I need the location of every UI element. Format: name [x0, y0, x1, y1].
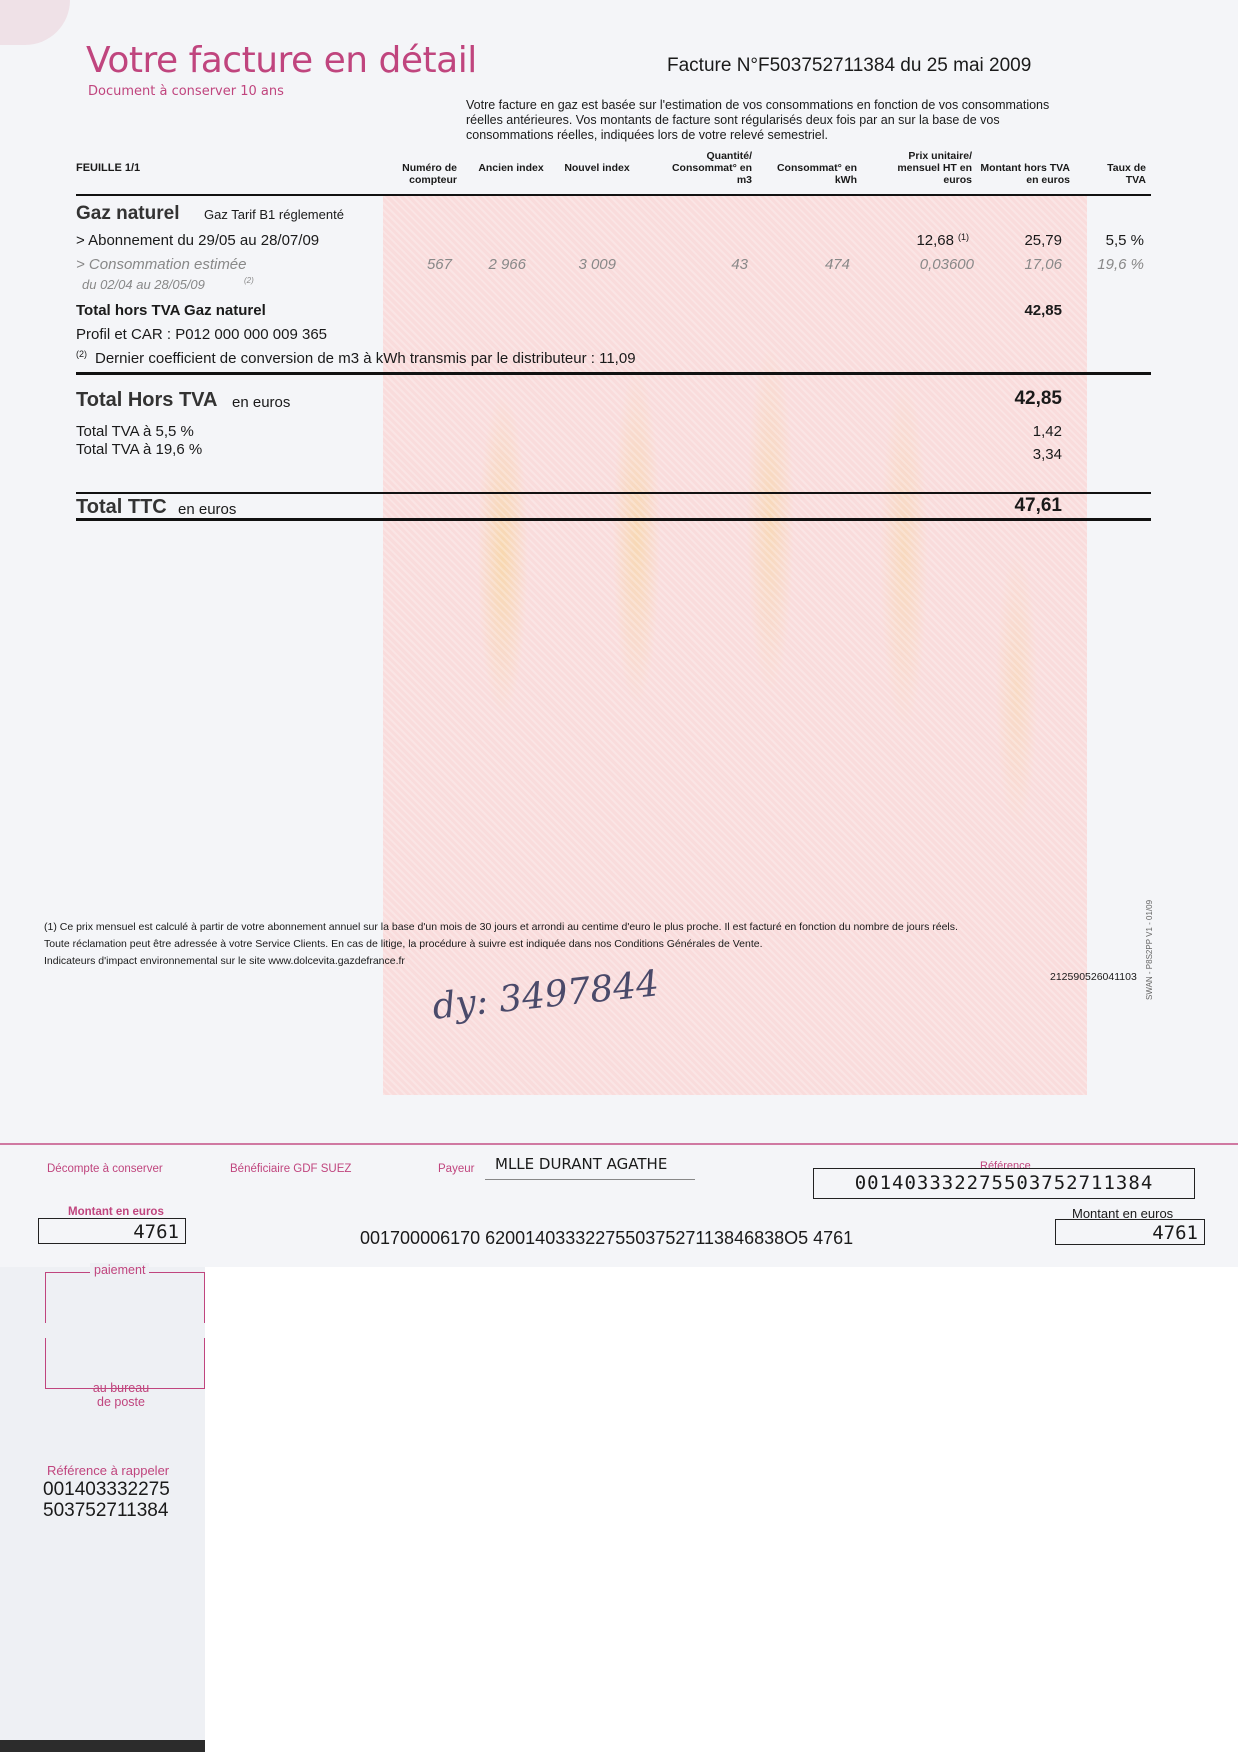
consommation-tva: 19,6 % — [1097, 256, 1144, 273]
section-tarif: Gaz Tarif B1 réglementé — [204, 207, 344, 222]
reference-box: 001403332275503752711384 — [813, 1168, 1195, 1199]
tva55-value: 1,42 — [1032, 423, 1062, 440]
payeur-name: MLLE DURANT AGATHE — [485, 1155, 695, 1180]
ttc-rule-bottom — [76, 518, 1151, 521]
col-ancien: Ancien index — [478, 162, 544, 174]
footnote-1: (1) Ce prix mensuel est calculé à partir de votre abonnement annuel sur la base d'un mois de 30 jours et arrondi au centime d'euro le plus proche. Il est facturé en fonction du nombre de jours réels. — [44, 921, 958, 933]
abonnement-tva: 5,5 % — [1105, 232, 1144, 249]
abonnement-prix: 12,68 — [916, 232, 954, 249]
consommation-note: (2) — [244, 276, 254, 285]
total-ht-value: 42,85 — [1014, 388, 1062, 409]
document-code: 212590526041103 — [1050, 971, 1137, 983]
footnote-2: Toute réclamation peut être adressée à votre Service Clients. En cas de litige, la procédure à suivre est indiquée dans nos Conditions Générales de Vente. — [44, 938, 763, 950]
col-nouvel: Nouvel index — [564, 162, 630, 174]
logo-corner-mark — [0, 0, 70, 45]
col-quantite: Quantité/ Consommat° en m3 — [671, 150, 752, 186]
beneficiaire-label: Bénéficiaire GDF SUEZ — [230, 1163, 352, 1175]
tva196-label: Total TVA à 19,6 % — [76, 441, 203, 458]
montant-label-right: Montant en euros — [1072, 1206, 1174, 1221]
abonnement-label: > Abonnement du 29/05 au 28/07/09 — [76, 232, 320, 249]
decompte-label: Décompte à conserver — [47, 1163, 163, 1175]
ttc-rule-top — [76, 492, 1151, 494]
invoice-number: Facture N°F503752711384 du 25 mai 2009 — [667, 55, 1032, 76]
abonnement-note: (1) — [958, 232, 969, 242]
consommation-m3: 43 — [731, 256, 748, 273]
intro-text: Votre facture en gaz est basée sur l'estimation de vos consommations en fonction de vos consommations réelles antérieures. Vos montants de facture sont régularisés deux fois par an sur la base de vos consommations réelles, indiquées lors de votre relevé semestriel. — [466, 98, 1050, 142]
total-ht-label: Total Hors TVA — [76, 389, 218, 411]
col-montant: Montant hors TVA en euros — [980, 162, 1070, 186]
total-ht-unit: en euros — [232, 394, 291, 411]
col-compteur: Numéro de compteur — [402, 162, 457, 186]
consommation-compteur: 567 — [426, 256, 452, 273]
consommation-prix: 0,03600 — [919, 256, 974, 273]
note2-mark: (2) — [76, 349, 87, 359]
consommation-nouvel: 3 009 — [578, 256, 616, 273]
total-ttc-label: Total TTC — [76, 496, 167, 518]
total-ttc-value: 47,61 — [1014, 495, 1062, 516]
side-code: SWAN - P8S2PP V1 - 01/09 — [1145, 899, 1154, 1000]
page-subtitle: Document à conserver 10 ans — [88, 84, 284, 99]
ref-rappeler-line2: 503752711384 — [43, 1500, 169, 1521]
consommation-ancien: 2 966 — [488, 256, 526, 273]
ref-rappeler-line1: 001403332275 — [43, 1479, 170, 1500]
footnote-3: Indicateurs d'impact environnemental sur le site www.dolcevita.gazdefrance.fr — [44, 955, 405, 967]
header-rule — [76, 194, 1151, 196]
conversion-note: Dernier coefficient de conversion de m3 à kWh transmis par le distributeur : 11,09 — [95, 350, 636, 367]
payment-line-code: 001700006170 620014033322755037527113846838O5 4761 — [360, 1228, 854, 1248]
blank-area — [205, 1267, 1238, 1752]
abonnement-montant: 25,79 — [1024, 232, 1062, 249]
handwritten-note: dy: 3497844 — [430, 963, 661, 1028]
bureau-poste-label: au bureau de poste — [92, 1381, 150, 1409]
consommation-montant: 17,06 — [1024, 256, 1062, 273]
consommation-label: > Consommation estimée — [76, 256, 247, 273]
total-ttc-unit: en euros — [178, 501, 237, 518]
col-prix: Prix unitaire/ mensuel HT en euros — [897, 150, 972, 186]
montant-box-left: 4761 — [38, 1218, 186, 1244]
col-kwh: Consommat° en kWh — [776, 162, 857, 186]
sheet-label: FEUILLE 1/1 — [76, 162, 141, 174]
consommation-kwh: 474 — [824, 256, 850, 273]
background-watermark-band — [383, 195, 1087, 1095]
col-tva: Taux de TVA — [1107, 162, 1146, 186]
page-title: Votre facture en détail — [86, 40, 477, 81]
section-rule — [76, 372, 1151, 375]
consommation-period: du 02/04 au 28/05/09 — [82, 277, 205, 292]
montant-box-right: 4761 — [1055, 1219, 1205, 1245]
paiement-label: paiement — [90, 1263, 149, 1277]
paiement-box-top — [45, 1272, 205, 1323]
tva55-label: Total TVA à 5,5 % — [76, 423, 194, 440]
total-gaz-label: Total hors TVA Gaz naturel — [76, 302, 266, 319]
montant-label-left: Montant en euros — [68, 1206, 164, 1218]
ref-rappeler-label: Référence à rappeler — [47, 1463, 170, 1478]
total-gaz-value: 42,85 — [1024, 302, 1062, 319]
tear-line — [0, 1143, 1238, 1145]
reference-label: Référence — [980, 1160, 1031, 1172]
tva196-value: 3,34 — [1032, 446, 1062, 463]
section-title: Gaz naturel — [76, 203, 180, 224]
scan-edge — [0, 1740, 205, 1752]
profil-car: Profil et CAR : P012 000 000 009 365 — [76, 326, 328, 343]
payeur-label: Payeur — [438, 1163, 475, 1175]
